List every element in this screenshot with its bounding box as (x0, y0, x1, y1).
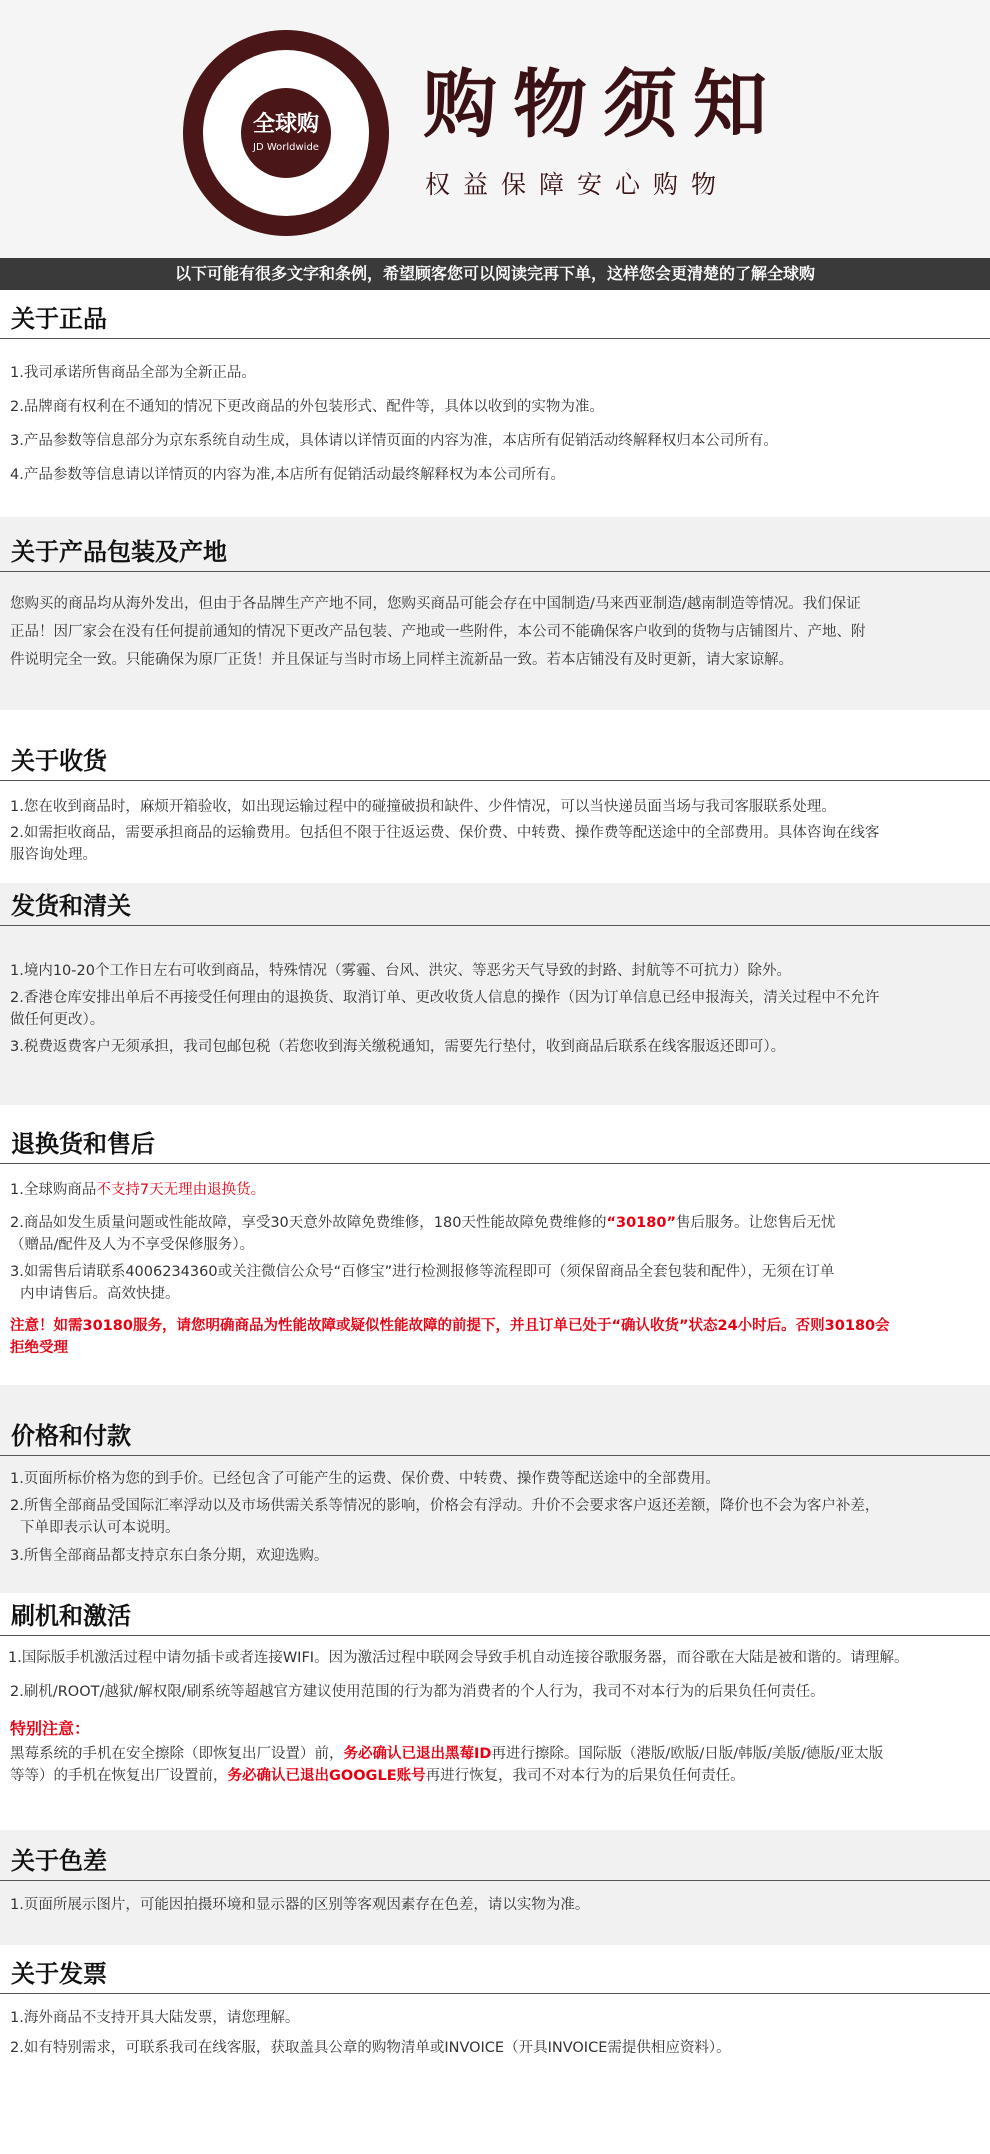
list-item-continuation: 下单即表示认可本说明。 (20, 1520, 180, 1536)
list-item-continuation: （赠品/配件及人为不享受保修服务）。 (10, 1237, 255, 1253)
service-30180-highlight: “30180” (606, 1215, 676, 1231)
page-subtitle: 权益保障安心购物 (425, 170, 730, 199)
section-title: 价格和付款 (11, 1422, 131, 1450)
section-returns (0, 1105, 990, 1385)
google-text-tail: 再进行恢复，我司不对本行为的后果负任何责任。 (425, 1768, 745, 1784)
special-notice-label: 特别注意： (10, 1719, 91, 1738)
blackberry-id-highlight: 务必确认已退出黑莓ID (343, 1746, 492, 1762)
section-title: 关于收货 (11, 747, 107, 775)
list-item: 2.品牌商有权利在不通知的情况下更改商品的外包装形式、配件等，具体以收到的实物为准。 (10, 399, 604, 415)
section-invoice (0, 1945, 990, 2154)
logo-badge (241, 88, 331, 178)
list-item: 服咨询处理。 (10, 847, 97, 863)
list-item: 2.如有特别需求，可联系我司在线客服，获取盖具公章的购物清单或INVOICE（开具INVOICE需提供相应资料）。 (10, 2040, 731, 2056)
returns-item-1-text: 1.全球购商品 (10, 1182, 97, 1198)
special-notice-line (10, 1743, 982, 1765)
list-item: 2.如需拒收商品，需要承担商品的运输费用。包括但不限于往返运费、保价费、中转费、操作费等配送途中的全部费用。具体咨询在线客 (10, 825, 880, 841)
list-item: 3.所售全部商品都支持京东白条分期，欢迎选购。 (10, 1548, 329, 1564)
section-title: 关于色差 (11, 1847, 107, 1875)
list-item: 2.刷机/ROOT/越狱/解权限/刷系统等超越官方建议使用范围的行为都为消费者的个人行为，我司不对本行为的后果负任何责任。 (10, 1684, 825, 1700)
logo-text-en: JD Worldwide (253, 142, 319, 153)
section-title: 发货和清关 (11, 892, 131, 920)
list-item: 1.海外商品不支持开具大陆发票，请您理解。 (10, 2010, 300, 2026)
google-account-highlight: 务必确认已退出GOOGLE账号 (227, 1768, 426, 1784)
list-item: 2.香港仓库安排出单后不再接受任何理由的退换货、取消订单、更改收货人信息的操作（因为订单信息已经申报海关，清关过程中不允许 (10, 990, 880, 1006)
page-title: 购物须知 (423, 62, 783, 148)
section-flash (0, 1593, 990, 1830)
notice-banner: 以下可能有很多文字和条例，希望顾客您可以阅读完再下单，这样您会更清楚的了解全球购 (0, 258, 990, 290)
section-receiving (0, 710, 990, 883)
section-color (0, 1830, 990, 1945)
list-item: 2.所售全部商品受国际汇率浮动以及市场供需关系等情况的影响，价格会有浮动。升价不会要求客户返还差额，降价也不会为客户补差， (10, 1498, 880, 1514)
section-packaging (0, 517, 990, 710)
blackberry-text: 黑莓系统的手机在安全擦除（即恢复出厂设置）前， (10, 1746, 344, 1762)
special-notice-line (10, 1765, 982, 1787)
list-item: 1.国际版手机激活过程中请勿插卡或者连接WIFI。因为激活过程中联网会导致手机自动连接谷歌服务器，而谷歌在大陆是被和谐的。请理解。 (8, 1650, 909, 1666)
section-title: 关于产品包装及产地 (11, 538, 227, 566)
google-text: 等等）的手机在恢复出厂设置前， (10, 1768, 228, 1784)
list-item: 1.页面所展示图片，可能因拍摄环境和显示器的区别等客观因素存在色差，请以实物为准。 (10, 1897, 590, 1913)
paragraph-line: 您购买的商品均从海外发出，但由于各品牌生产产地不同，您购买商品可能会存在中国制造/马来西亚制造/越南制造等情况。我们保证 (10, 596, 861, 612)
jd-worldwide-logo (183, 30, 389, 236)
list-item-continuation: 内申请售后。高效快捷。 (20, 1286, 180, 1302)
list-item (10, 1212, 982, 1234)
paragraph-line: 件说明完全一致。只能确保为原厂正货！并且保证与当时市场上同样主流新品一致。若本店铺没有及时更新，请大家谅解。 (10, 652, 793, 668)
section-header (0, 1959, 990, 1994)
section-header (0, 537, 990, 572)
list-item: 1.我司承诺所售商品全部为全新正品。 (10, 365, 256, 381)
section-title: 刷机和激活 (11, 1602, 131, 1630)
list-item: 1.境内10-20个工作日左右可收到商品，特殊情况（雾霾、台风、洪灾、等恶劣天气导致的封路、封航等不可抗力）除外。 (10, 963, 791, 979)
list-item: 3.产品参数等信息部分为京东系统自动生成，具体请以详情页面的内容为准，本店所有促销活动终解释权归本公司所有。 (10, 433, 778, 449)
list-item: 4.产品参数等信息请以详情页的内容为准,本店所有促销活动最终解释权为本公司所有。 (10, 467, 565, 483)
section-header (0, 1129, 990, 1164)
section-header (0, 304, 990, 339)
returns-item-2-text: 2.商品如发生质量问题或性能故障，享受30天意外故障免费维修，180天性能故障免费维修的 (10, 1215, 607, 1231)
section-header (0, 1421, 990, 1456)
list-item (10, 1179, 982, 1201)
returns-no-7day-highlight: 不支持7天无理由退换货。 (96, 1182, 266, 1198)
returns-warning-line: 拒绝受理 (10, 1340, 68, 1356)
returns-item-2-tail: 售后服务。让您售后无忧 (675, 1215, 836, 1231)
list-item: 1.您在收到商品时，麻烦开箱验收，如出现运输过程中的碰撞破损和缺件、少件情况，可以当快递员面当场与我司客服联系处理。 (10, 799, 836, 815)
list-item: 1.页面所标价格为您的到手价。已经包含了可能产生的运费、保价费、中转费、操作费等配送途中的全部费用。 (10, 1471, 720, 1487)
page-header (0, 0, 990, 258)
section-title: 关于发票 (11, 1960, 107, 1988)
logo-text-cn: 全球购 (252, 112, 319, 137)
list-item: 3.如需售后请联系4006234360或关注微信公众号“百修宝”进行检测报修等流程即可（须保留商品全套包装和配件），无须在订单 (10, 1264, 835, 1280)
list-item: 3.税费返费客户无须承担，我司包邮包税（若您收到海关缴税通知，需要先行垫付，收到商品后联系在线客服返还即可）。 (10, 1039, 786, 1055)
section-header (0, 746, 990, 781)
section-price (0, 1385, 990, 1593)
section-shipping (0, 883, 990, 1105)
section-header (0, 1846, 990, 1881)
section-header (0, 891, 990, 926)
section-title: 退换货和售后 (11, 1130, 155, 1158)
returns-warning-line: 注意！如需30180服务，请您明确商品为性能故障或疑似性能故障的前提下，并且订单已处于“确认收货”状态24小时后。否则30180会 (10, 1318, 890, 1334)
blackberry-text-tail: 再进行擦除。国际版（港版/欧版/日版/韩版/美版/德版/亚太版 (491, 1746, 884, 1762)
section-title: 关于正品 (11, 305, 107, 333)
section-authentic (0, 290, 990, 517)
paragraph-line: 正品！因厂家会在没有任何提前通知的情况下更改产品包装、产地或一些附件，本公司不能确保客户收到的货物与店铺图片、产地、附 (10, 624, 866, 640)
list-item: 做任何更改）。 (10, 1012, 105, 1028)
section-header (0, 1601, 990, 1636)
